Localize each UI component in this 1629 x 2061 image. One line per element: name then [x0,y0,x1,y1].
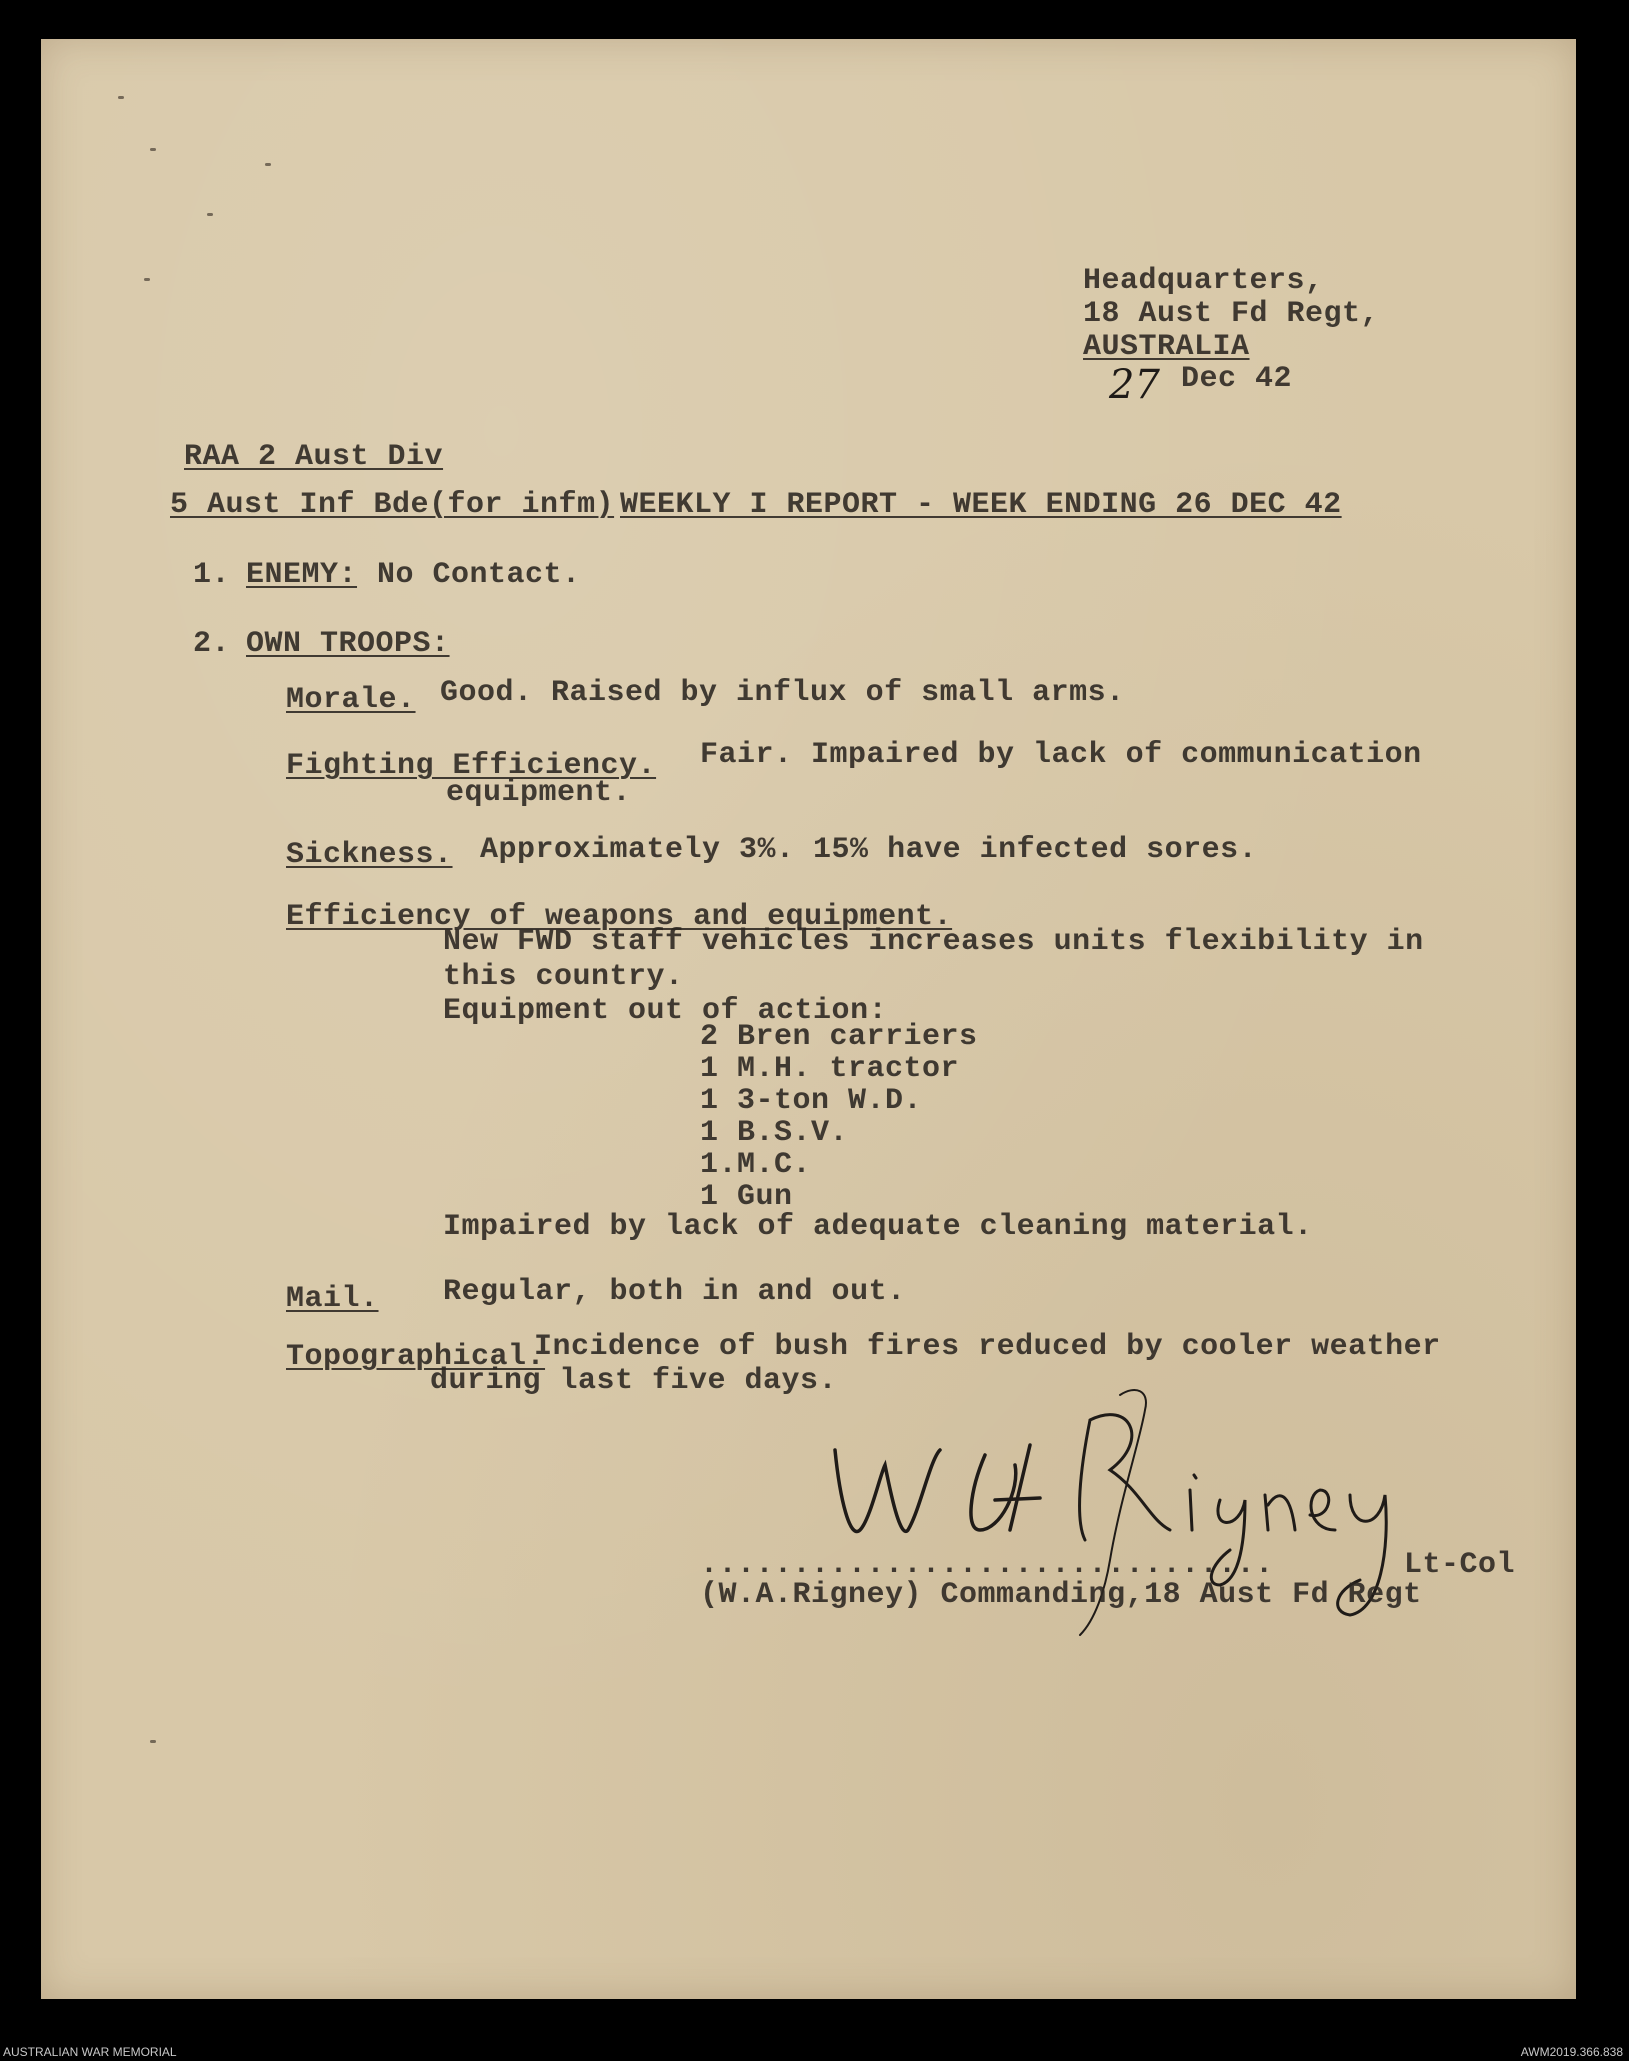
topographical-text: Incidence of bush fires reduced by cooler weather [534,1330,1441,1364]
fighting-efficiency-label: Fighting Efficiency. [286,749,657,783]
report-subject: WEEKLY I REPORT - WEEK ENDING 26 DEC 42 [620,488,1342,522]
recipient-line1: RAA 2 Aust Div [184,440,444,474]
handwritten-date: 27 [1109,362,1160,408]
punch-mark [207,213,213,216]
topographical-label: Topographical. [286,1340,546,1374]
enemy-text: No Contact. [377,558,581,592]
letterhead-date: Dec 42 [1181,362,1293,396]
punch-mark [144,278,150,281]
letterhead-country: AUSTRALIA [1083,330,1250,364]
item-number: 1. [193,558,231,592]
morale-text: Good. Raised by influx of small arms. [440,676,1125,710]
punch-mark [118,96,124,99]
mail-label: Mail. [286,1282,379,1316]
morale-label: Morale. [286,683,416,717]
punch-mark [150,1740,156,1743]
fighting-efficiency-text-cont: equipment. [446,776,632,810]
punch-mark [265,163,271,166]
efficiency-weapons-label: Efficiency of weapons and equipment. [286,900,953,934]
enemy-label: ENEMY: [246,558,358,592]
footer-accession-number: AWM2019.366.838 [1520,2045,1623,2059]
topographical-text-cont: during last five days. [430,1364,838,1398]
efficiency-line1: New FWD staff vehicles increases units flexibility in [443,925,1424,959]
footer-source: AUSTRALIAN WAR MEMORIAL [3,2045,177,2059]
sickness-text: Approximately 3%. 15% have infected sores. [480,833,1258,867]
letterhead-line1: Headquarters, [1083,264,1324,298]
sickness-label: Sickness. [286,838,453,872]
efficiency-closing: Impaired by lack of adequate cleaning material. [443,1210,1313,1244]
efficiency-line2: this country. [443,960,684,994]
efficiency-line3: Equipment out of action: [443,994,888,1028]
letterhead-line2: 18 Aust Fd Regt, [1083,297,1380,331]
signature-typed-line: (W.A.Rigney) Commanding,18 Aust Fd Regt [700,1578,1422,1612]
mail-text: Regular, both in and out. [443,1275,906,1309]
fighting-efficiency-text: Fair. Impaired by lack of communication [700,738,1422,772]
signature-dots: ............................... [700,1548,1274,1582]
equipment-list-item: 1 3-ton W.D. [700,1084,923,1118]
equipment-list-item: 1 M.H. tractor [700,1052,960,1086]
punch-mark [150,148,156,151]
signature-rank: Lt-Col [1404,1548,1516,1582]
equipment-list-item: 1.M.C. [700,1148,812,1182]
item-number: 2. [193,627,231,661]
equipment-list-item: 2 Bren carriers [700,1020,978,1054]
own-troops-label: OWN TROOPS: [246,627,450,661]
equipment-list-item: 1 Gun [700,1180,793,1214]
equipment-list-item: 1 B.S.V. [700,1116,849,1150]
recipient-line2: 5 Aust Inf Bde(for infm) [170,488,615,522]
